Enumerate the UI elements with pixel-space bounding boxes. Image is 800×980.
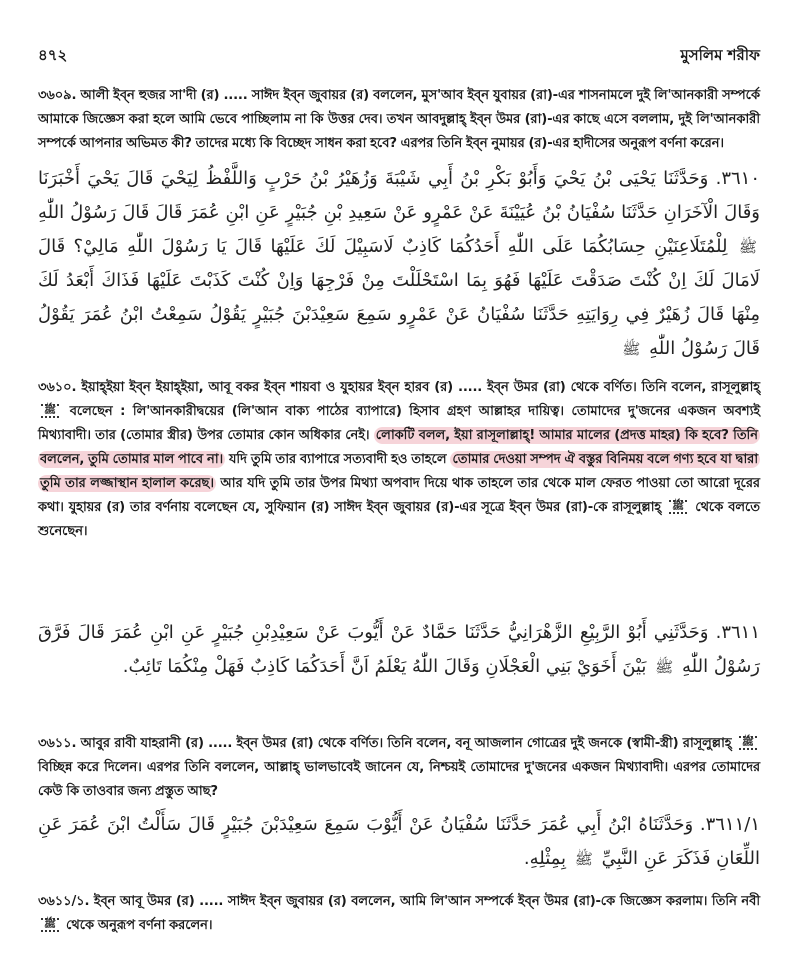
hadith-text: ৩৬১১/১. ইব্‌ন আবূ উমর (র) ..... সাঈদ ইব্‌ন জুবায়র (র) বললেন, আমি লি'আন সম্পর্কে ইব্‌ন উমর (রা)-কে জিজ্ঞেস করলাম। তিনি নবী — [38, 894, 760, 909]
highlighted-text: তোমার দেওয়া সম্পদ ঐ বস্তুর বিনিময় বলে গণ্য হবে যা দ্বারা তুমি তার লজ্জাস্থান হালাল করেছ। — [40, 452, 758, 491]
hadith-text: ৩৬১০. ইয়াহ্‌ইয়া ইব্‌ন ইয়াহ্‌ইয়া, আবূ বকর ইব্‌ন শায়বা ও যুহায়র ইব্‌ন হারব (র) ..... ইব্‌ন উমর (রা) থেকে বর্ণিত। তিনি বলেন, রাসূলুল্লাহ্ — [38, 380, 760, 395]
salawat-seal-icon: ﷺ — [739, 736, 757, 750]
hadith-3611-1-bangla — [38, 890, 760, 938]
hadith-text: থেকে অনুরূপ বর্ণনা করলেন। — [66, 918, 213, 933]
hadith-3611-bangla — [38, 732, 760, 804]
hadith-text: আর যদি তুমি তার উপর মিথ্যা অপবাদ দিয়ে থাক তাহলে তার থেকে মাল ফেরত পাওয়া তো আরো দূরের কথা। যুহায়র (র) তার বর্ণনায় বলেছেন যে, সুফিয়ান (র) সাঈদ ইব্‌ন জুবায়র (র)-এর সূত্রে ইব্‌ন উমর (রা)-কে রাসূলুল্লাহ্ — [38, 476, 760, 515]
salawat-icon: ﷺ — [738, 238, 757, 256]
hadith-text: বলেছেন : লি'আনকারীদ্বয়ের (লি'আন বাক্য পাঠের ব্যাপারে) হিসাব গ্রহণ আল্লাহর দায়িত্ব। তোমাদের দু'জনের একজন অবশ্যই মিথ্যাবাদী। তার (তোমার স্ত্রীর) উপর তোমার কোন অধিকার নেই। — [38, 404, 760, 443]
hadith-3610-arabic — [38, 162, 760, 366]
salawat-icon: ﷺ — [655, 658, 674, 676]
hadith-text: বিচ্ছিন্ন করে দিলেন। এরপর তিনি বললেন, আল্লাহ্ ভালভাবেই জানেন যে, নিশ্চয়ই তোমাদের দু'জনের একজন মিথ্যাবাদী। এরপর তোমাদের কেউ কি তাওবার জন্য প্রস্তুত আছ? — [38, 760, 760, 799]
page-number: ৪৭২ — [38, 46, 68, 64]
salawat-seal-icon: ﷺ — [41, 918, 59, 932]
book-title: মুসলিম শরীফ — [680, 46, 760, 64]
hadith-3611-arabic — [38, 616, 760, 684]
hadith-text: যদি তুমি তার ব্যাপারে সত্যবাদী হও তাহলে — [229, 452, 447, 467]
arabic-text: لِلْمُتَلَاعِنَيْنِ حِسَابُكُمَا عَلَى اللّٰهِ أَحَدُكُمَا كَاذِبٌ لَاسَبِيْلَ لَكَ عَلَيْهَا قَالَ يَا رَسُوْلَ اللّٰهِ مَالِيْ؟ قَالَ لَامَالَ لَكَ اِنْ كُنْتَ صَدَقْتَ عَلَيْهَا فَهُوَ بِمَا اسْتَحْلَلْتَ مِنْ فَرْجِهَا وَاِنْ كُنْتَ كَذَبْتَ عَلَيْهَا فَذَاكَ أَبْعَدُ لَكَ مِنْهَا قَالَ زُهَيْرٌ فِي رِوَايَتِهِ حَدَّثَنَا سُفْيَانُ عَنْ عَمْرٍو سَمِعَ سَعِيْدَبْنَ جُبَيْرٍ يَقُوْلُ سَمِعْتُ ابْنُ عُمَرَ يَقُوْلُ قَالَ رَسُوْلُ اللّٰهِ — [38, 236, 760, 359]
salawat-icon: ﷺ — [622, 340, 641, 358]
salawat-seal-icon: ﷺ — [41, 404, 59, 418]
hadith-text: ৩৬১১. আবুর রাবী যাহরানী (র) ..... ইব্‌ন উমর (রা) থেকে বর্ণিত। তিনি বলেন, বনূ আজলান গোত্রের দুই জনকে (স্বামী-স্ত্রী) রাসূলুল্লাহ্ — [38, 736, 732, 751]
page-header — [38, 44, 760, 66]
arabic-text: بَيْنَ أَخَوَيْ بَنِي الْعَجْلَانِ وَقَالَ اللّٰهُ يَعْلَمُ اَنَّ أَحَدَكُمَا كَاذِبٌ فَهَلْ مِنْكُمَا تَائِبٌ. — [122, 656, 647, 677]
salawat-seal-icon: ﷺ — [669, 500, 687, 514]
arabic-text: ٣٦١١. وَحَدَّثَنِي أَبُوْ الرَّبِيْعِ الزَّهْرَانِيُّ حَدَّثَنَا حَمَّادٌ عَنْ أَيُّوبَ عَنْ سَعِيْدِبْنِ جُبَيْرٍ عَنِ ابْنِ عُمَرَ قَالَ فَرَّقَ رَسُوْلُ اللّٰهِ — [38, 622, 760, 677]
hadith-3611-1-arabic — [38, 808, 760, 876]
arabic-text: بِمِثْلِهِ. — [523, 848, 567, 869]
arabic-text: ٣٦١٠. وَحَدَّثَنَا يَحْيَى بْنُ يَحْيَ وَأَبُوْ بَكْرِ بْنُ أَبِي شَيْبَةَ وَزُهَيْرُ بْنُ حَرْبٍ وَاللَّفْظُ لِيَحْيَ قَالَ يَحْيَ أَخْبَرَنَا وَقَالَ الْآخَرَانِ حَدَّثَنَا سُفْيَانُ بْنُ عُيَيْنَةَ عَنْ عَمْرٍو عَنْ سَعِيدِ بْنِ جُبَيْرٍ عَنِ ابْنِ عُمَرَ قَالَ قَالَ رَسُوْلُ اللّٰهِ — [38, 168, 760, 223]
hadith-text: ৩৬০৯. আলী ইব্‌ন হুজর সা'দী (র) ..... সাঈদ ইব্‌ন জুবায়র (র) বললেন, মুস'আব ইব্‌ন যুবায়র (রা)-এর শাসনামলে দুই লি'আনকারী সম্পর্কে আমাকে জিজ্ঞেস করা হলে আমি ভেবে পাচ্ছিলাম না কি উত্তর দেব। তখন আবদুল্লাহ্ ইব্‌ন উমর (রা)-এর কাছে এসে বললাম, দুই লি'আনকারী সম্পর্কে আপনার অভিমত কী? তাদের মধ্যে কি বিচ্ছেদ সাধন করা হবে? এরপর তিনি ইব্‌ন নুমায়র (র)-এর হাদীসের অনুরূপ বর্ণনা করেন। — [38, 88, 760, 151]
hadith-3609-bangla — [38, 84, 760, 156]
highlighted-text: লোকটি বলল, ইয়া রাসূলাল্লাহ্! আমার মালের (প্রদত্ত মাহর) কি হবে? তিনি বললেন, তুমি তোমার মাল পাবে না। — [40, 428, 758, 467]
arabic-text: ٣٦١١/١. وَحَدَّثَنَاهُ ابْنُ أَبِي عُمَرَ حَدَّثَنَا سُفْيَانُ عَنْ أَيُّوْبَ سَمِعَ سَعِيْدَبْنَ جُبَيْرٍ قَالَ سَأَلْتُ ابْنَ عُمَرَ عَنِ اللِّعَانِ فَذَكَرَ عَنِ النَّبِيِّ — [38, 814, 760, 869]
salawat-icon: ﷺ — [574, 850, 593, 868]
hadith-text: থেকে বলতে শুনেছেন। — [38, 500, 760, 539]
hadith-3610-bangla — [38, 376, 760, 544]
